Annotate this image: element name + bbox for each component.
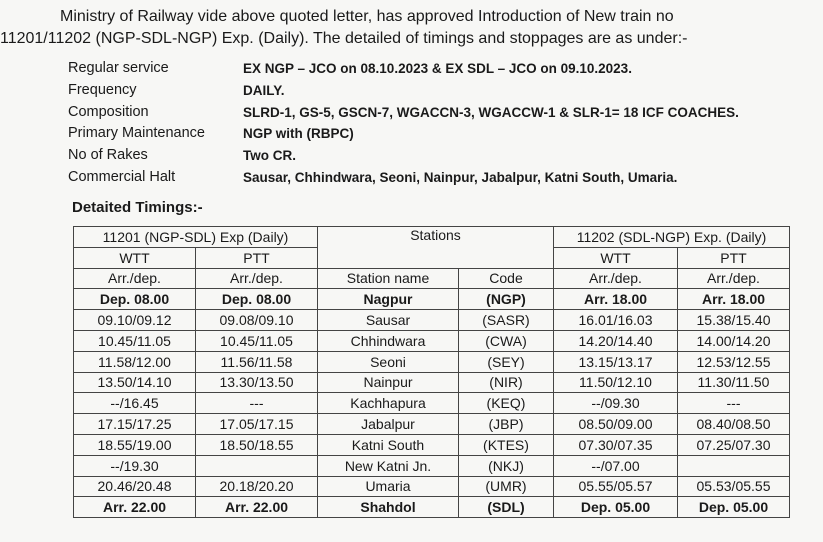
station-code-cell: (SASR) bbox=[459, 310, 554, 331]
up-wtt-cell: 13.15/13.17 bbox=[554, 351, 678, 372]
down-ptt-cell bbox=[196, 455, 318, 476]
detail-label: Composition bbox=[68, 103, 149, 120]
down-wtt-cell: 18.55/19.00 bbox=[74, 434, 196, 455]
station-name-cell: Nainpur bbox=[318, 372, 459, 393]
detail-row-no-of-rakes bbox=[68, 145, 739, 167]
up-ptt-cell bbox=[678, 455, 790, 476]
down-wtt-cell: 09.10/09.12 bbox=[74, 310, 196, 331]
station-name-cell: Sausar bbox=[318, 310, 459, 331]
train-details bbox=[68, 58, 739, 189]
up-wtt-cell: 05.55/05.57 bbox=[554, 476, 678, 497]
down-wtt-cell: 11.58/12.00 bbox=[74, 351, 196, 372]
detail-row-regular-service bbox=[68, 58, 739, 80]
detail-value: Sausar, Chhindwara, Seoni, Nainpur, Jabalpur, Katni South, Umaria. bbox=[243, 169, 678, 185]
down-ptt-cell: Dep. 08.00 bbox=[196, 289, 318, 310]
sub-ptt: PTT bbox=[196, 247, 318, 268]
station-name-cell: Umaria bbox=[318, 476, 459, 497]
detail-row-composition bbox=[68, 102, 739, 124]
station-code-cell: (KTES) bbox=[459, 434, 554, 455]
down-ptt-cell: 11.56/11.58 bbox=[196, 351, 318, 372]
intro-paragraph bbox=[0, 6, 823, 50]
up-ptt-cell: 05.53/05.55 bbox=[678, 476, 790, 497]
station-code-cell: (SEY) bbox=[459, 351, 554, 372]
table-row bbox=[74, 289, 790, 310]
down-wtt-cell: Arr. 22.00 bbox=[74, 497, 196, 518]
up-ptt-cell: 14.00/14.20 bbox=[678, 330, 790, 351]
detail-label: Primary Maintenance bbox=[68, 125, 205, 142]
station-name-cell: Kachhapura bbox=[318, 393, 459, 414]
station-code-cell: (NIR) bbox=[459, 372, 554, 393]
station-code-cell: (NGP) bbox=[459, 289, 554, 310]
station-name-cell: Chhindwara bbox=[318, 330, 459, 351]
up-ptt-cell: 08.40/08.50 bbox=[678, 414, 790, 435]
down-ptt-cell: 13.30/13.50 bbox=[196, 372, 318, 393]
detail-label: Regular service bbox=[68, 60, 169, 76]
detail-value: EX NGP – JCO on 08.10.2023 & EX SDL – JCO on 09.10.2023. bbox=[243, 61, 632, 76]
table-row bbox=[74, 351, 790, 372]
header-stations: Stations bbox=[318, 227, 554, 269]
detail-row-primary-maintenance bbox=[68, 123, 739, 145]
detail-value: DAILY. bbox=[243, 82, 285, 98]
detail-row-commercial-halt bbox=[68, 167, 739, 189]
col-station-name: Station name bbox=[318, 268, 459, 289]
station-code-cell: (JBP) bbox=[459, 414, 554, 435]
station-code-cell: (SDL) bbox=[459, 497, 554, 518]
down-ptt-cell: 10.45/11.05 bbox=[196, 330, 318, 351]
col-code: Code bbox=[459, 268, 554, 289]
detail-label: Frequency bbox=[68, 81, 137, 98]
table-row bbox=[74, 434, 790, 455]
down-ptt-cell: Arr. 22.00 bbox=[196, 497, 318, 518]
intro-line-1: Ministry of Railway vide above quoted letter, has approved Introduction of New train no bbox=[60, 8, 674, 25]
down-ptt-cell: 09.08/09.10 bbox=[196, 310, 318, 331]
up-wtt-cell: Dep. 05.00 bbox=[554, 497, 678, 518]
down-wtt-cell: 17.15/17.25 bbox=[74, 414, 196, 435]
table-row bbox=[74, 330, 790, 351]
up-ptt-cell: 07.25/07.30 bbox=[678, 434, 790, 455]
timings-heading: Detaited Timings:- bbox=[72, 199, 203, 216]
station-code-cell: (NKJ) bbox=[459, 455, 554, 476]
table-row bbox=[74, 455, 790, 476]
station-name-cell: New Katni Jn. bbox=[318, 455, 459, 476]
up-wtt-cell: 07.30/07.35 bbox=[554, 434, 678, 455]
sub-ptt: PTT bbox=[678, 247, 790, 268]
up-wtt-cell: --/07.00 bbox=[554, 455, 678, 476]
table-row bbox=[74, 414, 790, 435]
station-name-cell: Jabalpur bbox=[318, 414, 459, 435]
col-arr-dep: Arr./dep. bbox=[554, 268, 678, 289]
up-ptt-cell: Dep. 05.00 bbox=[678, 497, 790, 518]
table-row bbox=[74, 372, 790, 393]
detail-value: SLRD-1, GS-5, GSCN-7, WGACCN-3, WGACCW-1 & SLR-1= 18 ICF COACHES. bbox=[243, 104, 739, 120]
down-ptt-cell: 20.18/20.20 bbox=[196, 476, 318, 497]
station-name-cell: Seoni bbox=[318, 351, 459, 372]
station-code-cell: (KEQ) bbox=[459, 393, 554, 414]
down-wtt-cell: --/19.30 bbox=[74, 455, 196, 476]
table-header-row bbox=[74, 227, 790, 248]
col-arr-dep: Arr./dep. bbox=[678, 268, 790, 289]
table-row bbox=[74, 497, 790, 518]
detail-label: No of Rakes bbox=[68, 147, 148, 164]
up-wtt-cell: 08.50/09.00 bbox=[554, 414, 678, 435]
up-wtt-cell: --/09.30 bbox=[554, 393, 678, 414]
down-wtt-cell: --/16.45 bbox=[74, 393, 196, 414]
up-ptt-cell: 11.30/11.50 bbox=[678, 372, 790, 393]
station-name-cell: Shahdol bbox=[318, 497, 459, 518]
down-ptt-cell: --- bbox=[196, 393, 318, 414]
col-arr-dep: Arr./dep. bbox=[74, 268, 196, 289]
header-11202: 11202 (SDL-NGP) Exp. (Daily) bbox=[554, 227, 790, 248]
up-ptt-cell: 15.38/15.40 bbox=[678, 310, 790, 331]
detail-value: Two CR. bbox=[243, 148, 296, 164]
station-code-cell: (UMR) bbox=[459, 476, 554, 497]
up-wtt-cell: Arr. 18.00 bbox=[554, 289, 678, 310]
down-wtt-cell: 10.45/11.05 bbox=[74, 330, 196, 351]
timings-table bbox=[73, 226, 790, 518]
up-ptt-cell: 12.53/12.55 bbox=[678, 351, 790, 372]
down-wtt-cell: Dep. 08.00 bbox=[74, 289, 196, 310]
up-wtt-cell: 11.50/12.10 bbox=[554, 372, 678, 393]
intro-line-2: 11201/11202 (NGP-SDL-NGP) Exp. (Daily). The detailed of timings and stoppages are as under:- bbox=[0, 30, 688, 47]
down-wtt-cell: 20.46/20.48 bbox=[74, 476, 196, 497]
sub-wtt: WTT bbox=[74, 247, 196, 268]
col-arr-dep: Arr./dep. bbox=[196, 268, 318, 289]
table-row bbox=[74, 393, 790, 414]
up-ptt-cell: Arr. 18.00 bbox=[678, 289, 790, 310]
table-row bbox=[74, 476, 790, 497]
up-wtt-cell: 16.01/16.03 bbox=[554, 310, 678, 331]
detail-row-frequency bbox=[68, 80, 739, 102]
table-row bbox=[74, 310, 790, 331]
down-wtt-cell: 13.50/14.10 bbox=[74, 372, 196, 393]
sub-wtt: WTT bbox=[554, 247, 678, 268]
station-code-cell: (CWA) bbox=[459, 330, 554, 351]
detail-label: Commercial Halt bbox=[68, 168, 176, 185]
down-ptt-cell: 17.05/17.15 bbox=[196, 414, 318, 435]
table-column-row bbox=[74, 268, 790, 289]
header-11201: 11201 (NGP-SDL) Exp (Daily) bbox=[74, 227, 318, 248]
up-wtt-cell: 14.20/14.40 bbox=[554, 330, 678, 351]
station-name-cell: Nagpur bbox=[318, 289, 459, 310]
down-ptt-cell: 18.50/18.55 bbox=[196, 434, 318, 455]
up-ptt-cell: --- bbox=[678, 393, 790, 414]
station-name-cell: Katni South bbox=[318, 434, 459, 455]
detail-value: NGP with (RBPC) bbox=[243, 126, 354, 142]
